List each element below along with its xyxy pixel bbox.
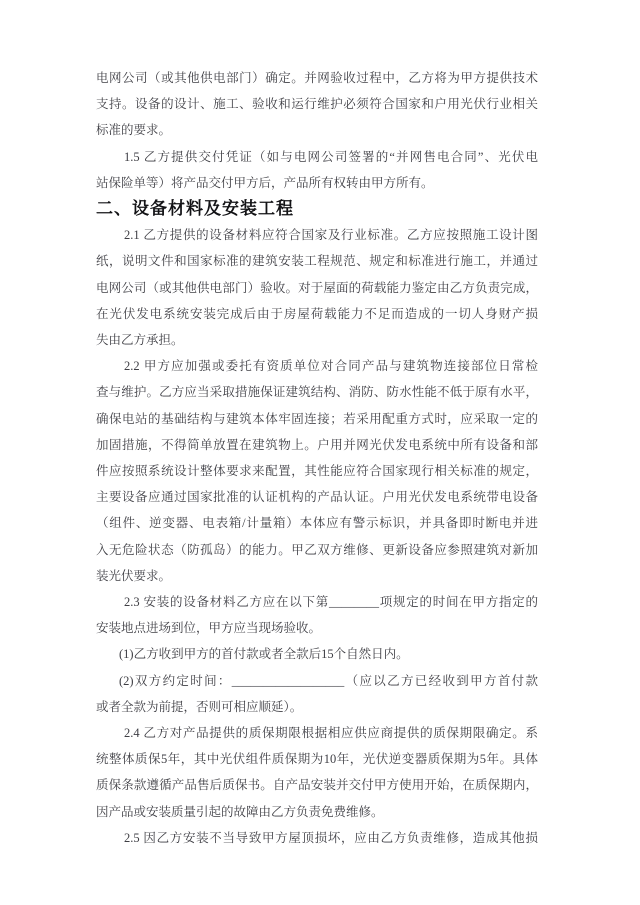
contract-text-line: 件应按照系统设计整体要求来配置，其性能应符合国家现行相关标准的规定，: [96, 464, 538, 479]
contract-text-line: 确保电站的基础结构与建筑本体牢固连接；若采用配重方式时，应采取一定的: [96, 411, 538, 426]
contract-text-line: 加固措施，不得简单放置在建筑物上。户用并网光伏发电系统中所有设备和部: [96, 437, 538, 452]
contract-text-line: 1.5 乙方提供交付凭证（如与电网公司签署的“并网售电合同”、光伏电: [124, 149, 538, 164]
contract-text-line: 2.2 甲方应加强或委托有资质单位对合同产品与建筑物连接部位日常检: [124, 359, 538, 374]
contract-text-line: 查与维护。乙方应当采取措施保证建筑结构、消防、防水性能不低于原有水平，: [96, 385, 538, 400]
contract-list-item-line: (2)双方约定时间：__________________（应以乙方已经收到甲方首付款: [119, 673, 538, 688]
contract-text-line: 电网公司（或其他供电部门）验收。对于屋面的荷载能力鉴定由乙方负责完成，: [96, 280, 538, 295]
contract-text-line: 电网公司（或其他供电部门）确定。并网验收过程中，乙方将为甲方提供技术: [96, 71, 538, 85]
section-heading: 二、设备材料及安装工程: [96, 199, 294, 219]
contract-list-item-line: (1)乙方收到甲方的首付款或者全款后15个自然日内。: [119, 647, 409, 662]
contract-text-line: 因产品或安装质量引起的故障由乙方负责免费维修。: [96, 804, 384, 819]
contract-text-line: 质保条款遵循产品售后质保书。自产品安装并交付甲方使用开始，在质保期内，: [96, 778, 538, 793]
contract-text-line: 标准的要求。: [96, 123, 172, 138]
contract-text-line: 安装地点进场到位，甲方应当现场验收。: [96, 621, 322, 636]
contract-text-line: 在光伏发电系统安装完成后由于房屋荷载能力不足而造成的一切人身财产损: [96, 306, 538, 321]
contract-text-column: [96, 65, 538, 851]
contract-text-line: 2.1 乙方提供的设备材料应符合国家及行业标准。乙方应按照施工设计图: [124, 228, 538, 243]
contract-text-line: 2.5 因乙方安装不当导致甲方屋顶损坏，应由乙方负责维修，造成其他损: [124, 830, 538, 845]
contract-text-line: 纸，说明文件和国家标准的建筑安装工程规范、规定和标准进行施工，并通过: [96, 254, 538, 269]
contract-text-line: 2.4 乙方对产品提供的质保期限根据相应供应商提供的质保期限确定。系: [124, 726, 538, 741]
contract-text-line: 主要设备应通过国家批准的认证机构的产品认证。户用光伏发电系统带电设备: [96, 490, 538, 505]
contract-text-line: 支持。设备的设计、施工、验收和运行维护必须符合国家和户用光伏行业相关: [96, 97, 538, 112]
contract-text-line: 或者全款为前提，否则可相应顺延）。: [96, 699, 303, 714]
contract-text-line: 2.3 安装的设备材料乙方应在以下第________项规定的时间在甲方指定的: [124, 595, 538, 610]
contract-text-line: 统整体质保5年，其中光伏组件质保期为10年，光伏逆变器质保期为5年。具体: [96, 752, 538, 767]
contract-text-line: 失由乙方承担。: [96, 333, 184, 348]
contract-text-line: 装光伏要求。: [96, 568, 172, 583]
contract-text-line: 入无危险状态（防孤岛）的能力。甲乙双方维修、更新设备应参照建筑对新加: [96, 542, 538, 557]
contract-text-line: （组件、逆变器、电表箱/计量箱）本体应有警示标识，并具备即时断电并进: [96, 516, 538, 531]
contract-text-line: 站保险单等）将产品交付甲方后，产品所有权转由甲方所有。: [96, 175, 434, 190]
